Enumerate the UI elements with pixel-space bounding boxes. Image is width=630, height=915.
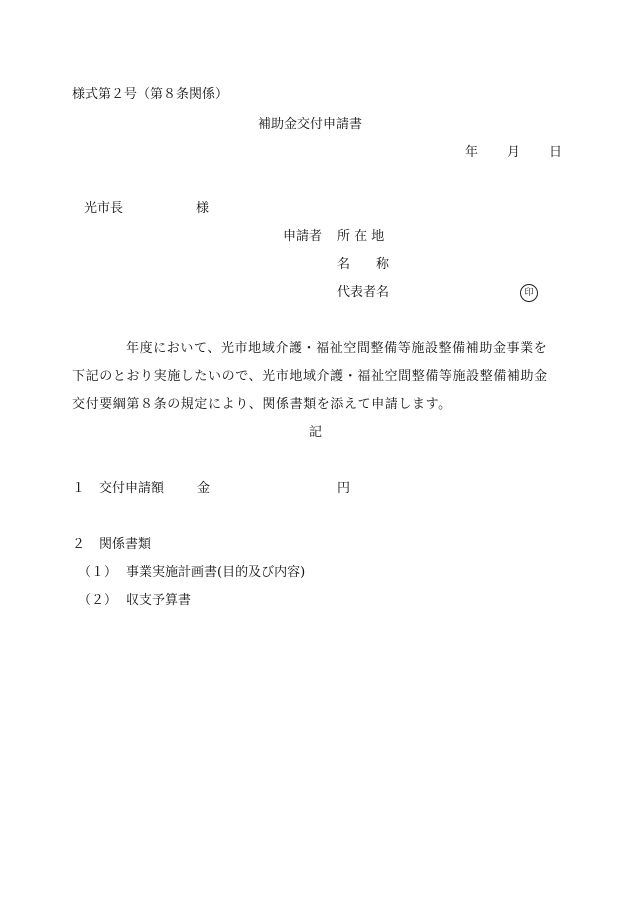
recipient-name: 光市長 <box>84 201 124 216</box>
doc-item-label: 収支予算書 <box>126 593 192 608</box>
name-label: 名 称 <box>337 257 390 272</box>
doc-item-number: （１） <box>78 565 118 580</box>
doc-item-label: 事業実施計画書(目的及び内容) <box>126 565 306 580</box>
body-line-2: 下記のとおり実施したいので、光市地域介護・福祉空間整備等施設整備補助金 <box>72 369 548 384</box>
body-line-3: 交付要綱第８条の規定により、関係書類を添えて申請します。 <box>72 397 452 412</box>
date-month: 月 <box>507 145 521 160</box>
date-year: 年 <box>465 145 479 160</box>
seal-mark: 印 <box>520 284 538 302</box>
item1-number: １ <box>72 481 86 496</box>
applicant-label: 申請者 <box>283 229 323 244</box>
recipient-honorific: 様 <box>196 201 210 216</box>
item2-label: 関係書類 <box>99 537 152 552</box>
date-day: 日 <box>549 145 563 160</box>
address-label: 所 在 地 <box>337 229 385 244</box>
document-title: 補助金交付申請書 <box>258 117 363 132</box>
item2-number: ２ <box>72 537 86 552</box>
body-line-1: 年度において、光市地域介護・福祉空間整備等施設整備補助金事業を <box>126 341 548 356</box>
representative-label: 代表者名 <box>337 285 390 300</box>
item1-unit: 円 <box>337 481 351 496</box>
ki-heading: 記 <box>309 425 323 440</box>
item1-currency: 金 <box>197 481 211 496</box>
form-number: 様式第２号（第８条関係） <box>72 87 229 102</box>
doc-item-number: （２） <box>78 593 118 608</box>
item1-label: 交付申請額 <box>99 481 165 496</box>
